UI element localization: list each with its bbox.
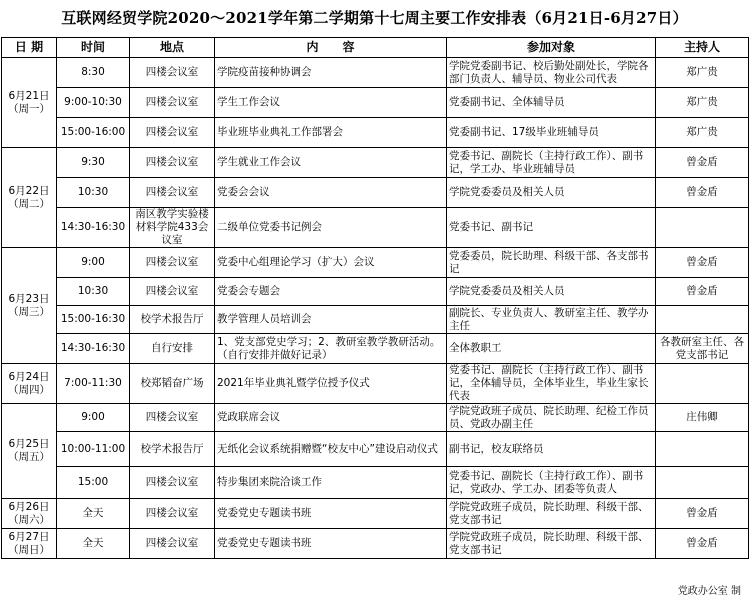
day-weekday: （周四） <box>8 383 50 396</box>
day-weekday: （周日） <box>8 543 50 556</box>
participants-cell: 党委书记、副院长（主持行政工作）、副书记，全体辅导员，全体毕业生，毕业生家长代表 <box>447 364 656 404</box>
participants-cell: 党委书记、副院长（主持行政工作）、副书记，学工办、毕业班辅导员 <box>447 148 656 178</box>
day-date-cell <box>2 248 57 364</box>
participants-cell: 副书记，校友联络员 <box>447 432 656 467</box>
participants-cell: 副院长、专业负责人、教研室主任、教学办主任 <box>447 306 656 334</box>
place-cell: 四楼会议室 <box>130 88 215 118</box>
table-row <box>2 467 749 499</box>
header-host: 主持人 <box>656 38 749 58</box>
table-header-row <box>2 38 749 58</box>
table-row <box>2 364 749 404</box>
participants-cell: 学院党政班子成员、院长助理、纪检工作员员、党政办副主任 <box>447 404 656 432</box>
host-cell <box>656 432 749 467</box>
participants-cell: 学院党政班子成员，院长助理、科级干部、党支部书记 <box>447 529 656 559</box>
time-cell: 15:00-16:30 <box>57 306 130 334</box>
host-cell: 庄伟卿 <box>656 404 749 432</box>
content-cell: 学生就业工作会议 <box>215 148 447 178</box>
table-row <box>2 529 749 559</box>
time-cell: 9:00 <box>57 404 130 432</box>
day-date-cell <box>2 364 57 404</box>
time-cell: 15:00-16:00 <box>57 118 130 148</box>
table-row <box>2 208 749 248</box>
schedule-table <box>1 37 749 559</box>
participants-cell: 学院党政班子成员，院长助理、科级干部、党支部书记 <box>447 499 656 529</box>
place-cell: 校郑韬奋广场 <box>130 364 215 404</box>
place-cell: 四楼会议室 <box>130 404 215 432</box>
host-cell: 曾金盾 <box>656 499 749 529</box>
time-cell: 10:30 <box>57 278 130 306</box>
schedule-body <box>2 58 749 559</box>
header-time: 时间 <box>57 38 130 58</box>
host-cell: 曾金盾 <box>656 529 749 559</box>
time-cell: 15:00 <box>57 467 130 499</box>
participants-cell: 党委副书记、17级毕业班辅导员 <box>447 118 656 148</box>
place-cell: 四楼会议室 <box>130 178 215 208</box>
place-cell: 四楼会议室 <box>130 499 215 529</box>
day-weekday: （周二） <box>8 197 50 210</box>
time-cell: 14:30-16:30 <box>57 208 130 248</box>
content-cell: 党委会专题会 <box>215 278 447 306</box>
content-cell: 党政联席会议 <box>215 404 447 432</box>
day-weekday: （周三） <box>8 305 50 318</box>
day-date: 6月22日 <box>8 184 50 197</box>
day-date-cell <box>2 404 57 499</box>
host-cell <box>656 208 749 248</box>
content-cell: 学院疫苗接种协调会 <box>215 58 447 88</box>
participants-cell: 党委副书记、全体辅导员 <box>447 88 656 118</box>
host-cell: 曾金盾 <box>656 278 749 306</box>
day-date: 6月23日 <box>8 292 50 305</box>
footer-credit: 党政办公室 制 <box>677 586 741 597</box>
participants-cell: 党委书记、副书记 <box>447 208 656 248</box>
participants-cell: 学院党委副书记、校后勤处副处长，学院各部门负责人、辅导员、物业公司代表 <box>447 58 656 88</box>
day-weekday: （周六） <box>8 513 50 526</box>
content-cell: 教学管理人员培训会 <box>215 306 447 334</box>
participants-cell: 党委委员，院长助理、科级干部、各支部书记 <box>447 248 656 278</box>
time-cell: 8:30 <box>57 58 130 88</box>
place-cell: 四楼会议室 <box>130 118 215 148</box>
content-cell: 党委党史专题读书班 <box>215 529 447 559</box>
content-cell: 二级单位党委书记例会 <box>215 208 447 248</box>
day-weekday: （周一） <box>8 102 50 115</box>
day-date: 6月26日 <box>8 500 50 513</box>
content-cell: 2021年毕业典礼暨学位授予仪式 <box>215 364 447 404</box>
host-cell <box>656 467 749 499</box>
content-cell: 学生工作会议 <box>215 88 447 118</box>
table-row <box>2 499 749 529</box>
host-cell <box>656 306 749 334</box>
table-row <box>2 334 749 364</box>
header-date: 日 期 <box>2 38 57 58</box>
participants-cell: 党委书记、副院长（主持行政工作）、副书记，党政办、学工办、团委等负责人 <box>447 467 656 499</box>
time-cell: 9:30 <box>57 148 130 178</box>
header-participants: 参加对象 <box>447 38 656 58</box>
time-cell: 全天 <box>57 499 130 529</box>
content-cell: 1、党支部党史学习；2、教研室教学教研活动。（自行安排并做好记录） <box>215 334 447 364</box>
place-cell: 自行安排 <box>130 334 215 364</box>
place-cell: 四楼会议室 <box>130 148 215 178</box>
host-cell: 曾金盾 <box>656 248 749 278</box>
content-cell: 党委中心组理论学习（扩大）会议 <box>215 248 447 278</box>
table-row <box>2 248 749 278</box>
day-date-cell <box>2 148 57 248</box>
table-row <box>2 148 749 178</box>
content-cell: 特步集团来院洽谈工作 <box>215 467 447 499</box>
place-cell: 四楼会议室 <box>130 467 215 499</box>
table-row <box>2 58 749 88</box>
day-date-cell <box>2 499 57 529</box>
host-cell: 郑广贵 <box>656 88 749 118</box>
table-row <box>2 118 749 148</box>
time-cell: 9:00 <box>57 248 130 278</box>
time-cell: 14:30-16:30 <box>57 334 130 364</box>
host-cell: 郑广贵 <box>656 118 749 148</box>
place-cell: 四楼会议室 <box>130 248 215 278</box>
place-cell: 校学术报告厅 <box>130 306 215 334</box>
day-date: 6月25日 <box>8 438 50 450</box>
day-date: 6月24日 <box>8 370 50 383</box>
content-cell: 毕业班毕业典礼工作部署会 <box>215 118 447 148</box>
place-cell: 四楼会议室 <box>130 58 215 88</box>
content-cell: 党委党史专题读书班 <box>215 499 447 529</box>
content-cell: 无纸化会议系统捐赠暨“校友中心”建设启动仪式 <box>215 432 447 467</box>
place-cell: 校学术报告厅 <box>130 432 215 467</box>
time-cell: 7:00-11:30 <box>57 364 130 404</box>
day-date: 6月21日 <box>8 89 50 102</box>
table-row <box>2 432 749 467</box>
participants-cell: 学院党委委员及相关人员 <box>447 178 656 208</box>
time-cell: 10:00-11:00 <box>57 432 130 467</box>
participants-cell: 全体教职工 <box>447 334 656 364</box>
host-cell <box>656 364 749 404</box>
table-row <box>2 278 749 306</box>
host-cell: 各教研室主任、各党支部书记 <box>656 334 749 364</box>
time-cell: 全天 <box>57 529 130 559</box>
place-cell: 四楼会议室 <box>130 278 215 306</box>
content-cell: 党委会会议 <box>215 178 447 208</box>
table-row <box>2 404 749 432</box>
table-row <box>2 88 749 118</box>
table-row <box>2 306 749 334</box>
host-cell: 郑广贵 <box>656 58 749 88</box>
day-date: 6月27日 <box>8 530 50 543</box>
time-cell: 10:30 <box>57 178 130 208</box>
participants-cell: 学院党委委员及相关人员 <box>447 278 656 306</box>
host-cell: 曾金盾 <box>656 148 749 178</box>
day-date-cell <box>2 58 57 148</box>
host-cell: 曾金盾 <box>656 178 749 208</box>
header-place: 地点 <box>130 38 215 58</box>
header-content: 内 容 <box>215 38 447 58</box>
table-row <box>2 178 749 208</box>
page-title: 互联网经贸学院2020～2021学年第二学期第十七周主要工作安排表（6月21日-6月27日） <box>61 9 688 27</box>
place-cell: 南区教学实验楼材料学院433会议室 <box>130 208 215 248</box>
place-cell: 四楼会议室 <box>130 529 215 559</box>
day-date-cell <box>2 529 57 559</box>
time-cell: 9:00-10:30 <box>57 88 130 118</box>
day-weekday: （周五） <box>8 451 50 463</box>
